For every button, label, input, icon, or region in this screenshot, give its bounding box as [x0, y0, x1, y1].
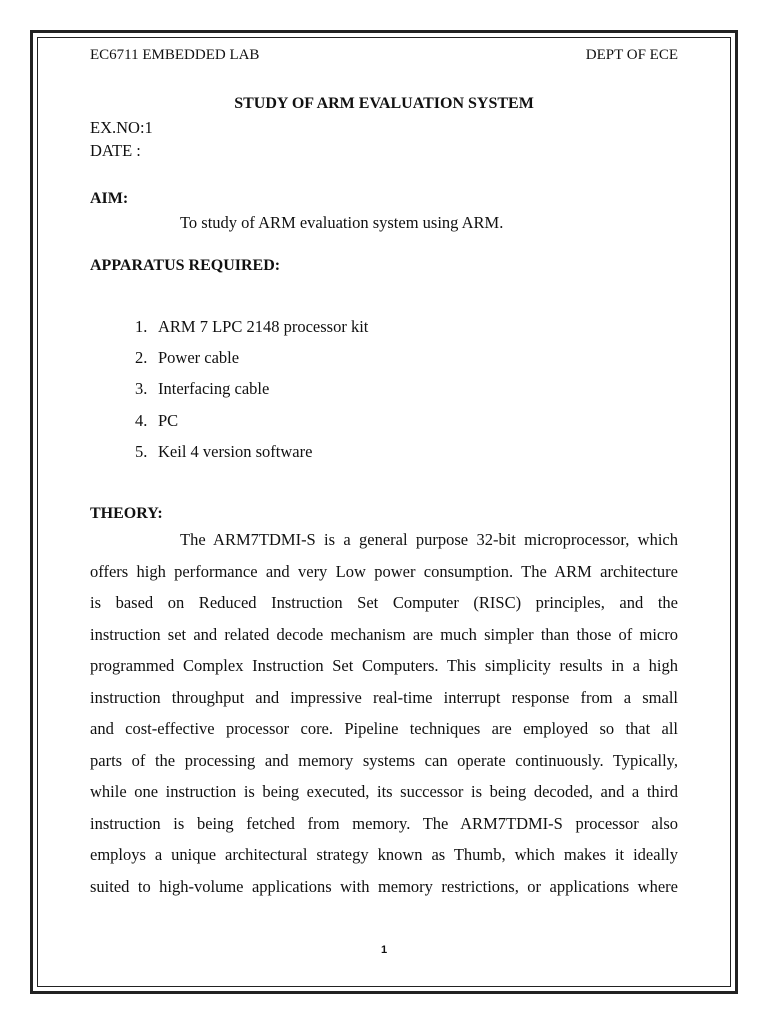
list-item-text: ARM 7 LPC 2148 processor kit: [158, 317, 369, 336]
list-item: [135, 379, 368, 410]
paragraph-line: programmed Complex Instruction Set Computers. This simplicity results in a high: [90, 656, 678, 675]
aim-heading: AIM:: [90, 190, 129, 207]
paragraph-line: offers high performance and very Low power consumption. The ARM architecture: [90, 561, 678, 581]
paragraph-line: suited to high-volume applications with memory restrictions, or applications where: [90, 876, 678, 896]
apparatus-heading: APPARATUS REQUIRED:: [90, 257, 281, 274]
list-item-number: 2.: [135, 348, 148, 368]
list-item: [135, 442, 368, 473]
page-number: 1: [380, 944, 388, 956]
list-item: [135, 411, 368, 442]
header-course: EC6711 EMBEDDED LAB: [90, 47, 260, 63]
list-item-text: Interfacing cable: [158, 379, 270, 399]
paragraph-line: parts of the processing and memory systems can operate continuously. Typically,: [90, 750, 678, 770]
paragraph-line: instruction set and related decode mechanism are much simpler than those of micro: [90, 624, 678, 644]
paragraph-line: while one instruction is being executed, its successor is being decoded, and a third: [90, 782, 678, 801]
apparatus-list: [135, 317, 368, 473]
experiment-date: DATE :: [90, 141, 141, 160]
header-department: DEPT OF ECE: [585, 47, 678, 63]
list-item-number: 3.: [135, 379, 148, 399]
paragraph-line: instruction is being fetched from memory. The ARM7TDMI-S processor also: [90, 813, 678, 833]
list-item-text: Keil 4 version software: [158, 441, 313, 461]
theory-paragraph: [90, 524, 678, 902]
list-item-number: 1.: [135, 317, 148, 336]
list-item: [135, 348, 368, 379]
list-item-number: 5.: [135, 441, 148, 461]
paragraph-line: The ARM7TDMI-S is a general purpose 32-bit microprocessor, which: [180, 530, 678, 549]
list-item-number: 4.: [135, 410, 148, 430]
paragraph-line: and cost-effective processor core. Pipeline techniques are employed so that all: [90, 719, 678, 738]
list-item-text: PC: [158, 410, 179, 430]
document-title: STUDY OF ARM EVALUATION SYSTEM: [234, 95, 534, 112]
paragraph-line: instruction throughput and impressive real-time interrupt response from a small: [90, 687, 678, 707]
paragraph-line: is based on Reduced Instruction Set Computer (RISC) principles, and the: [90, 593, 678, 612]
experiment-number: EX.NO:1: [90, 118, 153, 137]
paragraph-line: employs a unique architectural strategy known as Thumb, which makes it ideally: [90, 845, 678, 864]
aim-text: To study of ARM evaluation system using ARM.: [180, 213, 504, 232]
theory-heading: THEORY:: [90, 505, 163, 522]
list-item: [135, 317, 368, 348]
list-item-text: Power cable: [158, 348, 240, 368]
